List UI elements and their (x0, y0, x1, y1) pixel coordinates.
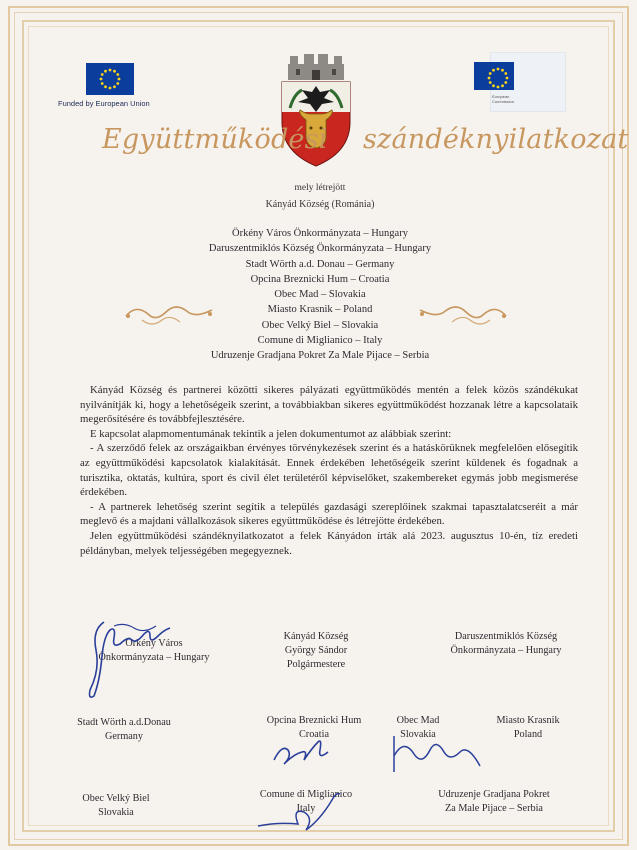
paragraph-1: Kányád Község és partnerei közötti sikeres pályázati együttműködés mentén a felek közös szándékukat nyilvánítják ki, hogy a lehetőségeik szerint, a továbbiakban sikeres együttműködést hozzanak létre a kapcsolataik megerősítésére és továbbfejlesztésére. (80, 384, 578, 426)
signatory-name: Obec Velký Biel (82, 793, 150, 804)
signatory-name: Obec Mad (396, 715, 440, 726)
signatory-country: Germany (105, 731, 143, 742)
list-item: Stadt Wörth a.d. Donau – Germany (245, 258, 395, 270)
declaration-body (80, 383, 578, 558)
paragraph-5: Jelen együttműködési szándéknyilatkozatot a felek Kányádon írták alá 2023. augusztus 10-én, tíz eredeti példányban, melyek teljességében megegyeznek. (80, 529, 578, 557)
signatory-name: Udruzenje Gradjana Pokret (438, 789, 550, 800)
signatory-name: Kányád Község (283, 631, 349, 642)
handwritten-signature-icon (382, 730, 492, 778)
intro-line-1: mely létrejött (294, 183, 346, 193)
signatory-person: György Sándor (284, 645, 348, 656)
signature-block-udruzenje (414, 788, 574, 816)
signature-block-velky-biel (46, 792, 186, 820)
list-item: Udruzenje Gradjana Pokret Za Male Pijace – Serbia (210, 350, 430, 362)
list-item: Obec Velký Biel – Slovakia (261, 319, 379, 331)
flourish-right-icon (414, 300, 510, 330)
signatory-country: Önkormányzata – Hungary (450, 645, 562, 656)
signature-block-kanyad (246, 630, 386, 672)
list-item: Opcina Breznicki Hum – Croatia (250, 273, 390, 285)
signatory-country: Slovakia (400, 729, 436, 740)
eu-funded-caption: Funded by European Union (58, 99, 150, 108)
signatory-name: Daruszentmiklós Község (454, 631, 558, 642)
eu-funded-logo (58, 63, 178, 108)
paragraph-4: - A partnerek lehetőség szerint segítik a település gazdasági szereplőinek szakmai tapasztalatcseréit a már meglevő és a majdani vállalkozások sikeres együttműködése és létrejötte érdekében. (80, 500, 578, 528)
signatory-country: Slovakia (98, 807, 134, 818)
title-part-1: Együttműködési (102, 124, 328, 155)
signatory-name: Opcina Breznicki Hum (266, 715, 362, 726)
signatory-title: Polgármestere (286, 659, 346, 670)
title-part-2: szándéknyilatkozat (363, 124, 629, 155)
list-item: Miasto Krasnik – Poland (267, 304, 373, 316)
signatory-name: Stadt Wörth a.d.Donau (77, 717, 171, 728)
european-commission-logo (472, 52, 564, 110)
commission-caption (492, 94, 514, 104)
handwritten-signature-icon (268, 730, 338, 772)
list-item: Örkény Város Önkormányzata – Hungary (232, 228, 408, 239)
handwritten-signature-icon (74, 606, 184, 706)
signatory-name: Miasto Krasnik (496, 715, 560, 726)
commission-caption-line-1: European (492, 94, 510, 99)
list-item: Comune di Miglianico – Italy (257, 335, 383, 347)
signature-block-krasnik (478, 714, 578, 742)
signatory-country: Italy (296, 803, 316, 814)
handwritten-signature-icon (252, 786, 352, 842)
list-item: Daruszentmiklós Község Önkormányzata – Hungary (208, 243, 432, 255)
flourish-left-icon (122, 300, 218, 330)
signatory-country: Za Male Pijace – Serbia (445, 803, 543, 814)
commission-caption-line-2: Commission (492, 99, 515, 104)
signatory-country: Önkormányzata – Hungary (98, 652, 210, 663)
signatory-country: Croatia (299, 729, 329, 740)
paragraph-3: - A szerződő felek az országaikban érvényes törvénykezések szerint és a hatáskörüknek megfelelően elősegítik az együttműködési kapcsolatok kialakítását. Ennek érdekében lehetőségeik szerint küldenek és fogadnak a turisztika, oktatás, kultúra, sport és civil élet területéről képviselőket, szakembereket egymás jobb megismerése érdekében. (80, 442, 578, 499)
signatory-country: Poland (513, 729, 543, 740)
paragraph-2: E kapcsolat alapmomentumának tekintik a jelen dokumentumot az alábbiak szerint: (90, 427, 452, 440)
signature-block-worth (54, 716, 194, 744)
eu-flag-icon (474, 62, 514, 90)
eu-flag-icon (86, 63, 134, 95)
partners-list (140, 226, 500, 364)
list-item: Obec Mad – Slovakia (274, 289, 366, 301)
signature-block-daruszentmiklos (436, 630, 576, 658)
signatory-name: Örkény Város (125, 638, 183, 649)
intro-line-2: Kányád Község (Románia) (265, 199, 375, 210)
signatory-name: Comune di Miglianico (259, 789, 353, 800)
